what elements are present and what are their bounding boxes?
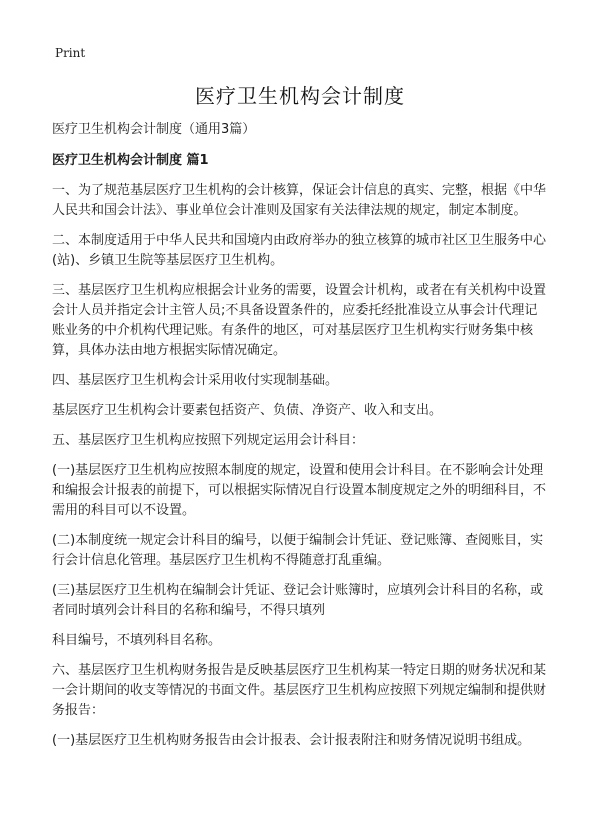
- page-title: 医疗卫生机构会计制度: [195, 84, 405, 108]
- paragraph-5: 基层医疗卫生机构会计要素包括资产、负债、净资产、收入和支出。: [52, 403, 443, 418]
- paragraph-8: (二)本制度统一规定会计科目的编号，以便于编制会计凭证、登记账簿、查阅账目，实行会计信息化管理。基层医疗卫生机构不得随意打乱重编。: [52, 533, 544, 568]
- print-label: Print: [55, 46, 86, 60]
- document-subtitle: 医疗卫生机构会计制度（通用3篇）: [52, 122, 256, 137]
- paragraph-10: 科目编号，不填列科目名称。: [52, 633, 222, 648]
- paragraph-9: (三)基层医疗卫生机构在编制会计凭证、登记会计账簿时，应填列会计科目的名称，或者同时填列会计科目的名称和编号，不得只填列: [52, 583, 544, 618]
- paragraph-7: (一)基层医疗卫生机构应按照本制度的规定，设置和使用会计科目。在不影响会计处理和编报会计报表的前提下，可以根据实际情况自行设置本制度规定之外的明细科目，不需用的科目可以不设置。: [52, 463, 547, 518]
- paragraph-3: 三、基层医疗卫生机构应根据会计业务的需要，设置会计机构，或者在有关机构中设置会计人员并指定会计主管人员;不具备设置条件的，应委托经批准设立从事会计代理记账业务的中介机构代理记账。有条件的地区，可对基层医疗卫生机构实行财务集中核算，具体办法由地方根据实际情况确定。: [52, 283, 547, 358]
- section-heading: 医疗卫生机构会计制度 篇1: [52, 153, 209, 168]
- paragraph-4: 四、基层医疗卫生机构会计采用收付实现制基础。: [52, 373, 339, 388]
- paragraph-6: 五、基层医疗卫生机构应按照下列规定运用会计科目：: [52, 433, 365, 448]
- paragraph-2: 二、本制度适用于中华人民共和国境内由政府举办的独立核算的城市社区卫生服务中心(站)、乡镇卫生院等基层医疗卫生机构。: [52, 233, 547, 268]
- paragraph-11: 六、基层医疗卫生机构财务报告是反映基层医疗卫生机构某一特定日期的财务状况和某一会计期间的收支等情况的书面文件。基层医疗卫生机构应按照下列规定编制和提供财务报告：: [52, 663, 547, 718]
- document-body: [52, 120, 550, 761]
- paragraph-1: 一、为了规范基层医疗卫生机构的会计核算，保证会计信息的真实、完整，根据《中华人民共和国会计法》、事业单位会计准则及国家有关法律法规的规定，制定本制度。: [52, 183, 547, 218]
- paragraph-12: (一)基层医疗卫生机构财务报告由会计报表、会计报表附注和财务情况说明书组成。: [52, 733, 531, 748]
